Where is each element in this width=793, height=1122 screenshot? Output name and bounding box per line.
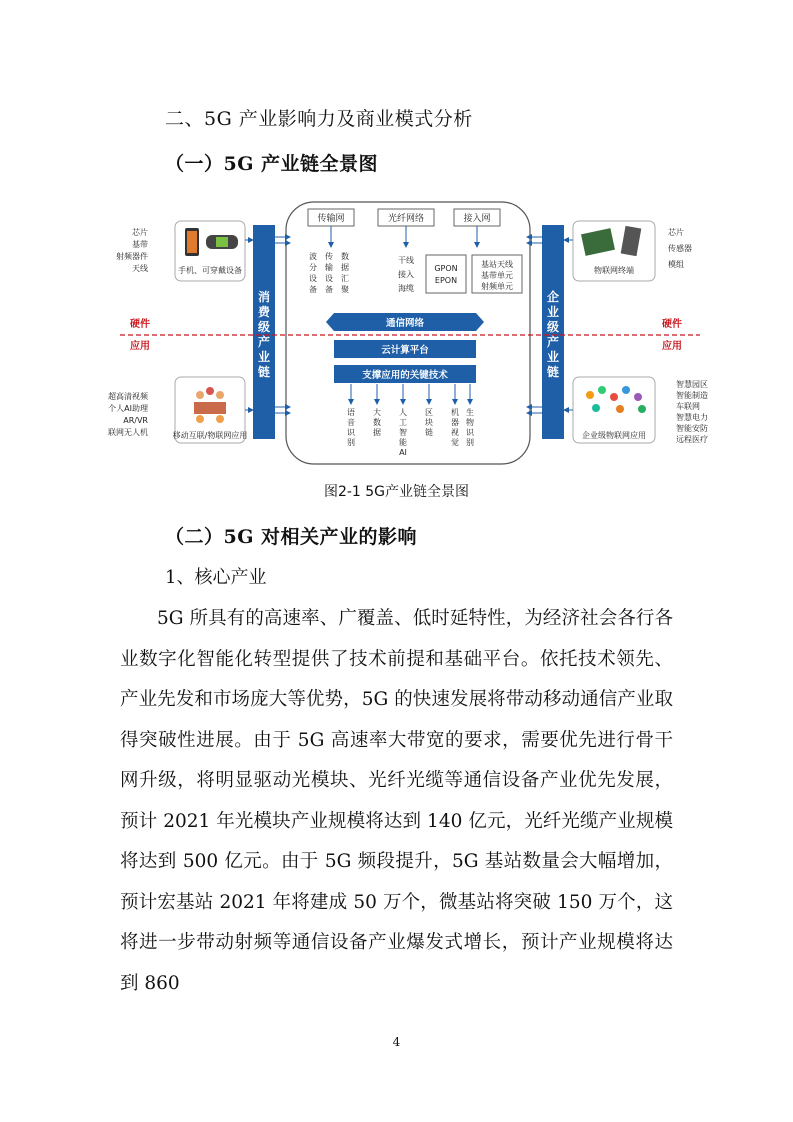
key-tech-label: 语 bbox=[347, 408, 355, 417]
application-label-left: 应用 bbox=[130, 341, 150, 352]
core-network-panel bbox=[286, 202, 530, 464]
enterprise-chain-label: 产 bbox=[546, 335, 560, 349]
key-tech-label: 别 bbox=[347, 438, 355, 447]
key-tech-label: 机 bbox=[451, 408, 459, 417]
key-tech-label: 器 bbox=[451, 418, 459, 427]
left-hardware-item: 射频器件 bbox=[116, 252, 148, 261]
base-station-item: 基带单元 bbox=[481, 271, 513, 280]
section-heading: 二、5G 产业影响力及商业模式分析 bbox=[165, 108, 473, 130]
right-app-item: 智能安防 bbox=[676, 424, 708, 433]
pon-item: GPON bbox=[434, 264, 458, 273]
right-hardware-item: 传感器 bbox=[668, 244, 692, 253]
application-label-right: 应用 bbox=[662, 341, 682, 352]
key-tech-label: 识 bbox=[466, 428, 474, 437]
core-industry-heading: 1、核心产业 bbox=[165, 567, 267, 588]
fiber-item: 接入 bbox=[398, 270, 414, 279]
consumer-chain-label: 费 bbox=[257, 305, 271, 319]
consumer-chain-label: 业 bbox=[257, 350, 271, 364]
right-hardware-item: 芯片 bbox=[668, 228, 684, 237]
key-tech-label: 生 bbox=[466, 408, 474, 417]
transport-device-label: 输 bbox=[325, 263, 333, 272]
page-number: 4 bbox=[392, 1035, 401, 1049]
left-app-item: AR/VR bbox=[123, 416, 148, 425]
industry-chain-figure bbox=[90, 197, 710, 472]
fiber-item: 干线 bbox=[398, 256, 414, 265]
right-app-item: 远程医疗 bbox=[676, 435, 708, 444]
center-bar-label: 通信网络 bbox=[385, 318, 425, 329]
key-tech-label: 识 bbox=[347, 428, 355, 437]
transport-device-label: 传 bbox=[325, 252, 333, 261]
transport-device-label: 汇 bbox=[341, 274, 349, 283]
hardware-label-right: 硬件 bbox=[662, 319, 682, 330]
top-network-label: 光纤网络 bbox=[387, 214, 425, 224]
right-app-label: 企业级物联网应用 bbox=[582, 431, 646, 440]
enterprise-chain-label: 企 bbox=[546, 290, 560, 304]
key-tech-label: 智 bbox=[399, 428, 407, 437]
key-tech-label: AI bbox=[399, 448, 407, 457]
left-hardware-item: 芯片 bbox=[132, 228, 148, 237]
transport-device-label: 波 bbox=[309, 252, 317, 261]
enterprise-chain-label: 业 bbox=[546, 305, 560, 319]
key-tech-label: 视 bbox=[451, 428, 459, 437]
consumer-chain-label: 产 bbox=[257, 335, 271, 349]
right-hardware-item: 模组 bbox=[668, 260, 684, 269]
left-app-item: 个人AI助理 bbox=[108, 404, 148, 413]
consumer-chain-label: 级 bbox=[257, 320, 271, 334]
figure-caption: 图2-1 5G产业链全景图 bbox=[323, 484, 470, 500]
base-station-item: 基站天线 bbox=[481, 260, 513, 269]
transport-device-label: 数 bbox=[341, 252, 349, 261]
center-bar-label: 云计算平台 bbox=[381, 345, 429, 356]
key-tech-label: 块 bbox=[425, 418, 433, 427]
right-app-item: 车联网 bbox=[676, 402, 700, 411]
key-tech-label: 区 bbox=[425, 408, 433, 417]
subsection-heading-2: （二）5G 对相关产业的影响 bbox=[165, 526, 418, 548]
subsection-heading-1: （一）5G 产业链全景图 bbox=[165, 153, 379, 175]
key-tech-label: 工 bbox=[399, 418, 407, 427]
consumer-chain-label: 消 bbox=[257, 290, 271, 304]
top-network-label: 传输网 bbox=[317, 214, 345, 224]
right-device-label: 物联网终端 bbox=[594, 266, 634, 275]
left-hardware-item: 天线 bbox=[132, 264, 148, 273]
key-tech-label: 能 bbox=[399, 438, 407, 447]
key-tech-label: 别 bbox=[466, 438, 474, 447]
body-paragraph: 5G 所具有的高速率、广覆盖、低时延特性，为经济社会各行各业数字化智能化转型提供了技术前提和基础平台。依托技术领先、产业先发和市场庞大等优势，5G 的快速发展将带动移动通信产业取得突破性进展。由于 5G 高速率大带宽的要求，需要优先进行骨干网升级，将明显驱动光模块、光纤光缆等通信设备产业优先发展，预计 2021 年光模块产业规模将达到 140 亿元，光纤光缆产业规模将达到 500 亿元。由于 5G 频段提升，5G 基站数量会大幅增加，预计宏基站 2021 年将建成 50 万个，微基站将突破 150 万个，这将进一步带动射频等通信设备产业爆发式增长，预计产业规模将达到 860 bbox=[120, 608, 673, 994]
right-app-item: 智能制造 bbox=[676, 391, 708, 400]
key-tech-label: 数 bbox=[373, 418, 381, 427]
key-tech-label: 物 bbox=[466, 418, 474, 427]
transport-device-label: 设 bbox=[325, 274, 333, 283]
key-tech-label: 觉 bbox=[451, 438, 459, 447]
top-network-label: 接入网 bbox=[463, 214, 491, 224]
left-app-label: 移动互联/物联网应用 bbox=[172, 431, 248, 440]
right-app-item: 智慧园区 bbox=[676, 380, 708, 389]
right-app-item: 智慧电力 bbox=[676, 413, 708, 422]
transport-device-label: 备 bbox=[325, 285, 333, 294]
center-bar-label: 支撑应用的关键技术 bbox=[362, 370, 448, 381]
fiber-item: 海缆 bbox=[398, 284, 414, 293]
key-tech-label: 人 bbox=[399, 408, 407, 417]
pon-box bbox=[426, 255, 466, 293]
transport-device-label: 备 bbox=[309, 285, 317, 294]
key-tech-label: 大 bbox=[373, 408, 381, 417]
key-tech-label: 音 bbox=[347, 418, 355, 427]
consumer-chain-label: 链 bbox=[257, 365, 271, 379]
pon-item: EPON bbox=[434, 276, 458, 285]
transport-device-label: 聚 bbox=[341, 285, 349, 294]
enterprise-chain-label: 业 bbox=[546, 350, 560, 364]
left-app-item: 超高清视频 bbox=[108, 392, 148, 401]
key-tech-label: 据 bbox=[373, 428, 381, 437]
base-station-item: 射频单元 bbox=[481, 282, 513, 291]
hardware-label-left: 硬件 bbox=[130, 319, 150, 330]
key-tech-label: 链 bbox=[425, 428, 433, 437]
transport-device-label: 据 bbox=[341, 263, 349, 272]
transport-device-label: 分 bbox=[309, 263, 317, 272]
transport-device-label: 设 bbox=[309, 274, 317, 283]
left-device-label: 手机、可穿戴设备 bbox=[178, 266, 242, 275]
left-app-item: 联网无人机 bbox=[108, 428, 148, 437]
left-hardware-item: 基带 bbox=[132, 240, 148, 249]
enterprise-chain-label: 链 bbox=[546, 365, 560, 379]
enterprise-chain-label: 级 bbox=[546, 320, 560, 334]
